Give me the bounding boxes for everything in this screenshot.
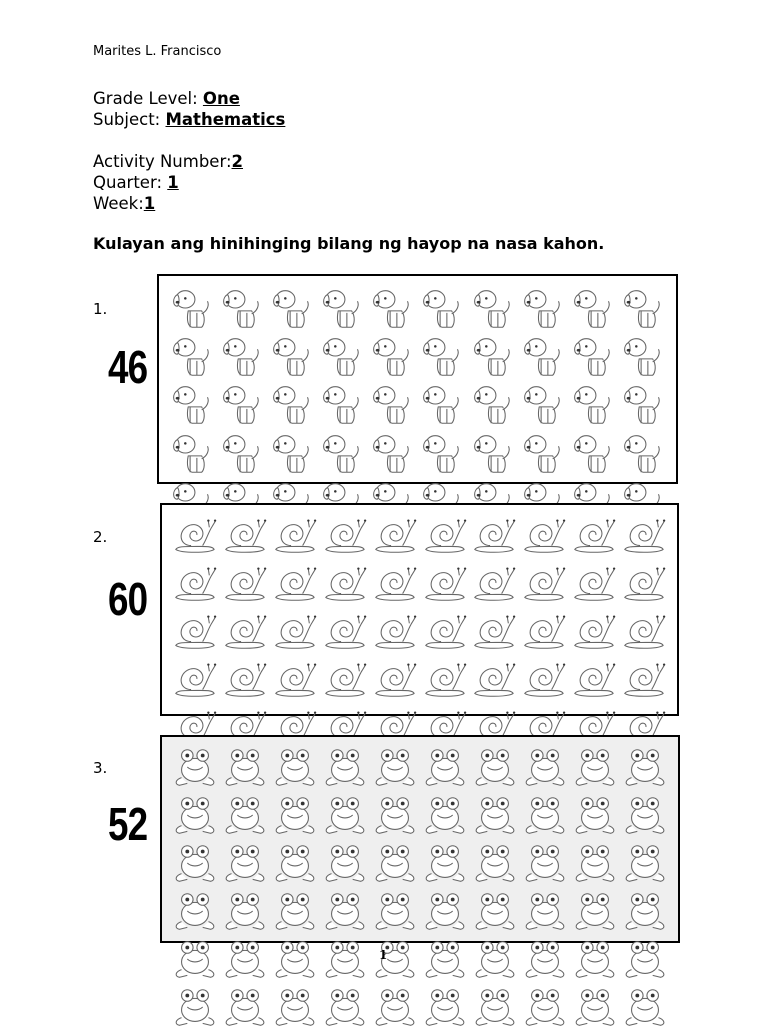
subject-line — [93, 109, 285, 130]
frog-icon[interactable] — [320, 839, 370, 887]
frog-icon[interactable] — [220, 743, 270, 791]
frog-icon[interactable] — [370, 935, 420, 983]
dog-icon[interactable] — [518, 330, 568, 378]
dog-icon[interactable] — [317, 427, 367, 475]
frog-icon[interactable] — [370, 791, 420, 839]
instruction-text: Kulayan ang hinihinging bilang ng hayop na nasa kahon. — [93, 234, 605, 253]
snail-icon[interactable] — [170, 607, 220, 655]
week-line — [93, 193, 155, 214]
quarter-label: Quarter: — [93, 173, 168, 192]
dog-icon[interactable] — [618, 330, 668, 378]
frog-icon[interactable] — [420, 839, 470, 887]
snail-icon[interactable] — [370, 655, 420, 703]
frog-icon[interactable] — [320, 887, 370, 935]
frog-icon[interactable] — [570, 935, 620, 983]
item-2-animal-box — [160, 503, 679, 716]
frog-icon[interactable] — [420, 743, 470, 791]
page-number: 1 — [379, 948, 388, 962]
item-2-label: 2. — [93, 528, 108, 546]
frog-icon[interactable] — [620, 935, 670, 983]
snail-icon[interactable] — [270, 511, 320, 559]
snail-icon[interactable] — [569, 559, 619, 607]
frog-icon[interactable] — [320, 791, 370, 839]
item-1-target-number: 46 — [108, 341, 148, 393]
item-3-label: 3. — [93, 759, 108, 777]
dog-grid — [167, 282, 668, 476]
frog-icon[interactable] — [570, 839, 620, 887]
dog-icon[interactable] — [267, 378, 317, 426]
activity-line — [93, 151, 243, 172]
frog-icon[interactable] — [420, 935, 470, 983]
frog-icon[interactable] — [520, 887, 570, 935]
frog-icon[interactable] — [620, 791, 670, 839]
item-2-target-number: 60 — [108, 573, 148, 625]
subject-value: Mathematics — [165, 110, 286, 129]
dog-icon[interactable] — [217, 282, 267, 330]
frog-icon[interactable] — [470, 887, 520, 935]
dog-icon[interactable] — [317, 378, 367, 426]
snail-icon[interactable] — [519, 559, 569, 607]
dog-icon[interactable] — [417, 427, 467, 475]
snail-icon[interactable] — [469, 655, 519, 703]
snail-icon[interactable] — [370, 511, 420, 559]
snail-icon[interactable] — [469, 511, 519, 559]
dog-icon[interactable] — [317, 330, 367, 378]
grade-level-label: Grade Level: — [93, 89, 203, 108]
dog-icon[interactable] — [518, 282, 568, 330]
dog-icon[interactable] — [217, 378, 267, 426]
snail-icon[interactable] — [170, 655, 220, 703]
item-3-target-number: 52 — [108, 798, 148, 850]
dog-icon[interactable] — [618, 378, 668, 426]
snail-icon[interactable] — [619, 655, 669, 703]
frog-icon[interactable] — [370, 839, 420, 887]
snail-icon[interactable] — [220, 607, 270, 655]
snail-icon[interactable] — [519, 607, 569, 655]
dog-icon[interactable] — [167, 330, 217, 378]
frog-icon[interactable] — [270, 743, 320, 791]
snail-icon[interactable] — [220, 655, 270, 703]
snail-icon[interactable] — [420, 655, 470, 703]
snail-icon[interactable] — [370, 607, 420, 655]
frog-icon[interactable] — [270, 935, 320, 983]
dog-icon[interactable] — [317, 282, 367, 330]
frog-icon[interactable] — [470, 935, 520, 983]
frog-icon[interactable] — [620, 743, 670, 791]
frog-icon[interactable] — [420, 887, 470, 935]
frog-icon[interactable] — [420, 791, 470, 839]
activity-value: 2 — [231, 152, 243, 171]
frog-icon[interactable] — [220, 791, 270, 839]
snail-icon[interactable] — [519, 655, 569, 703]
frog-icon[interactable] — [570, 791, 620, 839]
dog-icon[interactable] — [568, 427, 618, 475]
frog-icon[interactable] — [520, 791, 570, 839]
dog-icon[interactable] — [417, 378, 467, 426]
frog-icon[interactable] — [270, 839, 320, 887]
snail-icon[interactable] — [569, 511, 619, 559]
snail-icon[interactable] — [320, 607, 370, 655]
frog-icon[interactable] — [470, 743, 520, 791]
snail-grid — [170, 511, 669, 708]
frog-icon[interactable] — [170, 839, 220, 887]
snail-icon[interactable] — [220, 511, 270, 559]
frog-icon[interactable] — [270, 887, 320, 935]
activity-label: Activity Number: — [93, 152, 232, 171]
frog-icon[interactable] — [220, 887, 270, 935]
snail-icon[interactable] — [420, 511, 470, 559]
frog-icon[interactable] — [570, 743, 620, 791]
dog-icon[interactable] — [468, 282, 518, 330]
dog-icon[interactable] — [618, 282, 668, 330]
dog-icon[interactable] — [417, 282, 467, 330]
snail-icon[interactable] — [619, 511, 669, 559]
dog-icon[interactable] — [618, 427, 668, 475]
dog-icon[interactable] — [167, 378, 217, 426]
dog-icon[interactable] — [367, 378, 417, 426]
frog-icon[interactable] — [520, 935, 570, 983]
frog-icon[interactable] — [220, 839, 270, 887]
snail-icon[interactable] — [220, 559, 270, 607]
dog-icon[interactable] — [367, 427, 417, 475]
snail-icon[interactable] — [569, 607, 619, 655]
dog-icon[interactable] — [267, 427, 317, 475]
dog-icon[interactable] — [367, 282, 417, 330]
dog-icon[interactable] — [468, 330, 518, 378]
dog-icon[interactable] — [367, 330, 417, 378]
frog-icon[interactable] — [470, 791, 520, 839]
frog-icon[interactable] — [520, 839, 570, 887]
frog-icon[interactable] — [320, 935, 370, 983]
snail-icon[interactable] — [519, 511, 569, 559]
frog-grid — [170, 743, 670, 935]
frog-icon[interactable] — [520, 743, 570, 791]
snail-icon[interactable] — [619, 559, 669, 607]
item-1-label: 1. — [93, 300, 108, 318]
grade-level-line — [93, 88, 240, 109]
frog-icon[interactable] — [370, 743, 420, 791]
snail-icon[interactable] — [569, 655, 619, 703]
frog-icon[interactable] — [270, 791, 320, 839]
snail-icon[interactable] — [320, 559, 370, 607]
snail-icon[interactable] — [469, 559, 519, 607]
dog-icon[interactable] — [468, 378, 518, 426]
quarter-line — [93, 172, 179, 193]
grade-level-value: One — [202, 89, 240, 108]
snail-icon[interactable] — [370, 559, 420, 607]
frog-icon[interactable] — [170, 791, 220, 839]
frog-icon[interactable] — [320, 743, 370, 791]
dog-icon[interactable] — [568, 282, 618, 330]
week-value: 1 — [143, 194, 156, 213]
snail-icon[interactable] — [619, 607, 669, 655]
frog-icon[interactable] — [370, 887, 420, 935]
frog-icon[interactable] — [170, 935, 220, 983]
snail-icon[interactable] — [170, 559, 220, 607]
item-3-animal-box — [160, 735, 680, 943]
frog-icon[interactable] — [470, 839, 520, 887]
frog-icon[interactable] — [570, 887, 620, 935]
dog-icon[interactable] — [568, 378, 618, 426]
dog-icon[interactable] — [267, 330, 317, 378]
dog-icon[interactable] — [217, 427, 267, 475]
frog-icon[interactable] — [170, 887, 220, 935]
frog-icon[interactable] — [620, 839, 670, 887]
dog-icon[interactable] — [417, 330, 467, 378]
author-name: Marites L. Francisco — [93, 44, 222, 59]
snail-icon[interactable] — [420, 607, 470, 655]
dog-icon[interactable] — [518, 427, 568, 475]
subject-label: Subject: — [93, 110, 166, 129]
frog-icon[interactable] — [170, 743, 220, 791]
snail-icon[interactable] — [320, 655, 370, 703]
snail-icon[interactable] — [320, 511, 370, 559]
dog-icon[interactable] — [468, 427, 518, 475]
frog-icon[interactable] — [220, 935, 270, 983]
dog-icon[interactable] — [167, 282, 217, 330]
snail-icon[interactable] — [170, 511, 220, 559]
dog-icon[interactable] — [568, 330, 618, 378]
dog-icon[interactable] — [518, 378, 568, 426]
item-1-animal-box — [157, 274, 678, 484]
snail-icon[interactable] — [270, 607, 320, 655]
snail-icon[interactable] — [270, 559, 320, 607]
frog-icon[interactable] — [620, 887, 670, 935]
week-label: Week: — [93, 194, 144, 213]
snail-icon[interactable] — [270, 655, 320, 703]
quarter-value: 1 — [167, 173, 179, 192]
dog-icon[interactable] — [267, 282, 317, 330]
dog-icon[interactable] — [217, 330, 267, 378]
snail-icon[interactable] — [420, 559, 470, 607]
snail-icon[interactable] — [469, 607, 519, 655]
dog-icon[interactable] — [167, 427, 217, 475]
